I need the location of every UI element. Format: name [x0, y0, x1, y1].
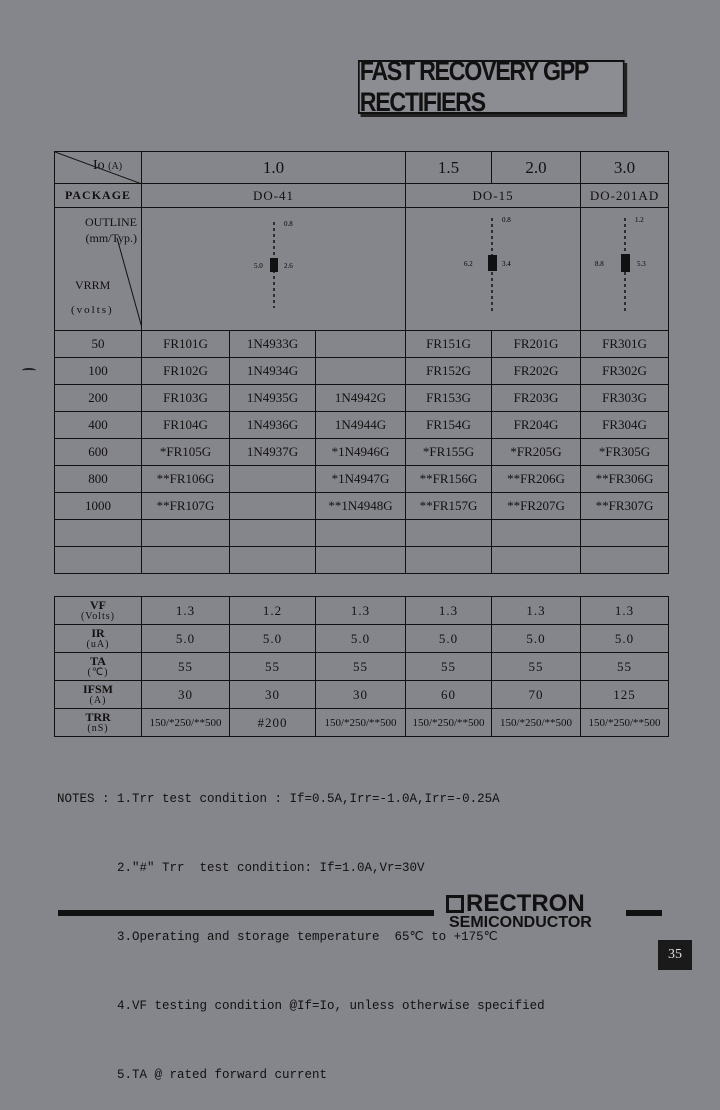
part-number-cell	[406, 520, 492, 547]
table-row	[55, 385, 669, 412]
param-value: 150/*250/**500	[316, 709, 406, 737]
vrrm-value: 50	[55, 331, 142, 358]
param-row	[55, 597, 669, 625]
outline-label: OUTLINE	[85, 215, 137, 229]
part-number-cell: **FR307G	[581, 493, 669, 520]
divider-right	[626, 910, 662, 916]
part-number-cell: FR153G	[406, 385, 492, 412]
do201-body-len: 8.8	[595, 260, 604, 268]
param-value: 125	[581, 681, 669, 709]
part-number-cell	[230, 493, 316, 520]
part-number-cell: **FR306G	[581, 466, 669, 493]
param-row	[55, 709, 669, 737]
outline-do41	[142, 208, 406, 331]
part-number-cell: FR154G	[406, 412, 492, 439]
part-number-cell	[581, 520, 669, 547]
io-unit: (A)	[108, 161, 123, 172]
table-row	[55, 331, 669, 358]
param-value: 1.3	[406, 597, 492, 625]
io-value-3: 2.0	[492, 152, 581, 184]
package-do15: DO-15	[406, 184, 581, 208]
spec-table	[54, 151, 669, 574]
part-number-cell: 1N4933G	[230, 331, 316, 358]
param-value: 60	[406, 681, 492, 709]
brand-sub: SEMICONDUCTOR	[449, 914, 592, 931]
do41-diagram	[142, 208, 406, 326]
part-number-cell: 1N4937G	[230, 439, 316, 466]
part-number-cell: *FR205G	[492, 439, 581, 466]
rectron-logo-icon	[446, 895, 464, 913]
part-number-cell: FR102G	[142, 358, 230, 385]
do201-lead: 1.2	[635, 216, 644, 224]
part-number-cell	[492, 547, 581, 574]
param-value: 55	[142, 653, 230, 681]
part-number-cell	[142, 520, 230, 547]
part-number-cell: FR103G	[142, 385, 230, 412]
note-4: 4.VF testing condition @If=Io, unless otherwise specified	[57, 999, 545, 1013]
param-value: 30	[230, 681, 316, 709]
part-number-cell	[230, 466, 316, 493]
param-symbol-text: IR	[91, 625, 105, 640]
part-number-cell: *1N4947G	[316, 466, 406, 493]
param-value: 1.3	[581, 597, 669, 625]
param-value: 150/*250/**500	[581, 709, 669, 737]
param-value: 5.0	[581, 625, 669, 653]
param-value: 5.0	[406, 625, 492, 653]
param-symbol	[55, 625, 142, 653]
param-value: 55	[230, 653, 316, 681]
param-value: 5.0	[316, 625, 406, 653]
divider-left	[58, 910, 434, 916]
part-number-cell	[581, 547, 669, 574]
param-value: 5.0	[492, 625, 581, 653]
note-1: NOTES : 1.Trr test condition : If=0.5A,Irr=-1.0A,Irr=-0.25A	[57, 792, 500, 806]
outline-header	[55, 208, 142, 331]
io-value-4: 3.0	[581, 152, 669, 184]
table-row	[55, 358, 669, 385]
part-number-cell: FR152G	[406, 358, 492, 385]
part-number-cell: **1N4948G	[316, 493, 406, 520]
part-number-cell: FR304G	[581, 412, 669, 439]
param-symbol	[55, 653, 142, 681]
param-unit: (uA)	[86, 638, 110, 650]
part-number-cell: *FR155G	[406, 439, 492, 466]
table-row	[55, 412, 669, 439]
params-table	[54, 596, 669, 737]
part-number-cell: **FR207G	[492, 493, 581, 520]
table-row	[55, 466, 669, 493]
do15-lead: 0.8	[502, 216, 511, 224]
scan-mark	[22, 368, 36, 373]
part-number-cell: 1N4944G	[316, 412, 406, 439]
param-unit: (℃)	[87, 666, 109, 678]
outline-do15	[406, 208, 581, 331]
package-do201ad: DO-201AD	[581, 184, 669, 208]
vrrm-value: 800	[55, 466, 142, 493]
part-number-cell: FR301G	[581, 331, 669, 358]
param-unit: (A)	[89, 694, 107, 706]
table-row	[55, 520, 669, 547]
part-number-cell: 1N4942G	[316, 385, 406, 412]
part-number-cell	[230, 547, 316, 574]
part-number-cell: FR303G	[581, 385, 669, 412]
param-value: 55	[581, 653, 669, 681]
io-label: Io	[93, 158, 105, 173]
param-symbol-text: TA	[90, 653, 106, 668]
do201ad-diagram	[581, 208, 669, 326]
do15-body-len: 6.2	[464, 260, 473, 268]
part-number-cell	[230, 520, 316, 547]
part-number-cell: FR202G	[492, 358, 581, 385]
param-symbol-text: IFSM	[83, 681, 113, 696]
page-number: 35	[658, 940, 692, 970]
outline-unit: (mm/Typ.)	[85, 231, 137, 245]
param-row	[55, 625, 669, 653]
part-number-cell: **FR206G	[492, 466, 581, 493]
param-row	[55, 653, 669, 681]
note-2: 2."#" Trr test condition: If=1.0A,Vr=30V	[57, 861, 425, 875]
param-value: 55	[316, 653, 406, 681]
param-value: 70	[492, 681, 581, 709]
part-number-cell: FR204G	[492, 412, 581, 439]
part-number-cell: FR203G	[492, 385, 581, 412]
vrrm-value	[55, 547, 142, 574]
do41-body-len: 5.0	[254, 262, 263, 270]
part-number-cell	[316, 547, 406, 574]
part-number-cell: FR151G	[406, 331, 492, 358]
part-number-cell: FR104G	[142, 412, 230, 439]
param-symbol-text: VF	[90, 597, 106, 612]
vrrm-value: 1000	[55, 493, 142, 520]
param-row	[55, 681, 669, 709]
param-value: 1.3	[316, 597, 406, 625]
param-value: 5.0	[142, 625, 230, 653]
param-unit: (nS)	[87, 722, 109, 734]
vrrm-value: 200	[55, 385, 142, 412]
param-value: 5.0	[230, 625, 316, 653]
part-number-cell: **FR106G	[142, 466, 230, 493]
part-number-cell: *1N4946G	[316, 439, 406, 466]
do41-body-dia: 2.6	[284, 262, 293, 270]
vrrm-value: 600	[55, 439, 142, 466]
io-value-1: 1.0	[142, 152, 406, 184]
param-value: 30	[316, 681, 406, 709]
param-value: 55	[406, 653, 492, 681]
page-title: FAST RECOVERY GPP RECTIFIERS	[358, 60, 625, 114]
part-number-cell	[142, 547, 230, 574]
part-number-cell	[406, 547, 492, 574]
param-value: 1.2	[230, 597, 316, 625]
vrrm-label: VRRM	[75, 278, 111, 292]
table-row	[55, 493, 669, 520]
part-number-cell: 1N4935G	[230, 385, 316, 412]
outline-do201ad	[581, 208, 669, 331]
param-symbol	[55, 681, 142, 709]
io-header	[55, 152, 142, 184]
vrrm-value: 400	[55, 412, 142, 439]
part-number-cell: FR101G	[142, 331, 230, 358]
note-5: 5.TA @ rated forward current	[57, 1068, 328, 1082]
brand-name: RECTRON	[466, 890, 585, 917]
param-value: 1.3	[492, 597, 581, 625]
part-number-cell: *FR305G	[581, 439, 669, 466]
part-number-cell: FR201G	[492, 331, 581, 358]
part-number-cell: *FR105G	[142, 439, 230, 466]
param-symbol-text: TRR	[85, 709, 111, 724]
io-value-2: 1.5	[406, 152, 492, 184]
do15-diagram	[406, 208, 580, 326]
table-row	[55, 439, 669, 466]
part-number-cell	[316, 358, 406, 385]
part-number-cell: **FR157G	[406, 493, 492, 520]
part-number-cell: **FR156G	[406, 466, 492, 493]
note-3: 3.Operating and storage temperature 65℃ to +175℃	[57, 930, 498, 944]
param-symbol	[55, 709, 142, 737]
param-value: 150/*250/**500	[406, 709, 492, 737]
volts-label: (volts)	[71, 304, 114, 316]
param-value: 55	[492, 653, 581, 681]
part-number-cell	[492, 520, 581, 547]
param-value: 150/*250/**500	[492, 709, 581, 737]
param-value: 30	[142, 681, 230, 709]
param-value: #200	[230, 709, 316, 737]
vrrm-value: 100	[55, 358, 142, 385]
param-unit: (Volts)	[80, 610, 116, 622]
vrrm-value	[55, 520, 142, 547]
param-value: 150/*250/**500	[142, 709, 230, 737]
do41-lead: 0.8	[284, 220, 293, 228]
part-number-cell: 1N4936G	[230, 412, 316, 439]
part-number-cell	[316, 331, 406, 358]
param-value: 1.3	[142, 597, 230, 625]
package-label: PACKAGE	[55, 184, 142, 208]
table-row	[55, 547, 669, 574]
param-symbol	[55, 597, 142, 625]
part-number-cell: 1N4934G	[230, 358, 316, 385]
part-number-cell: **FR107G	[142, 493, 230, 520]
do15-body-dia: 3.4	[502, 260, 511, 268]
part-number-cell	[316, 520, 406, 547]
part-number-cell: FR302G	[581, 358, 669, 385]
do201-body-dia: 5.3	[637, 260, 646, 268]
package-do41: DO-41	[142, 184, 406, 208]
